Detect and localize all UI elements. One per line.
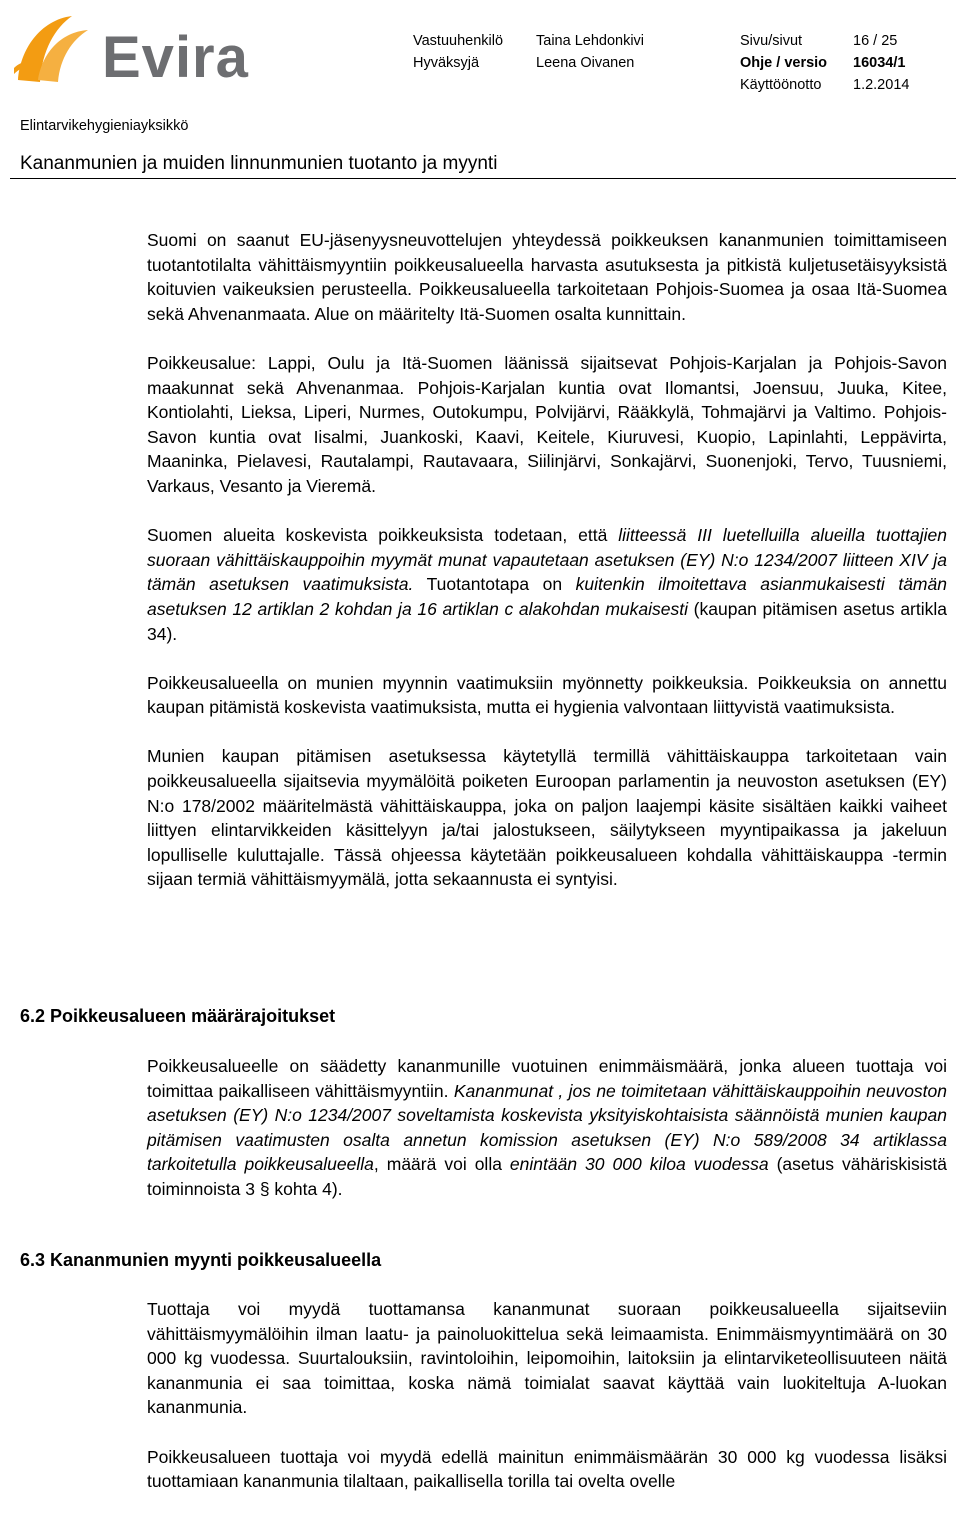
unit-name: Elintarvikehygieniayksikkö — [20, 118, 189, 134]
page-value: 16 / 25 — [853, 33, 898, 49]
logo-text: Evira — [102, 25, 249, 90]
responsible-label: Vastuuhenkilö — [413, 33, 504, 49]
section-c — [147, 1297, 947, 1518]
text-run: Tuotantotapa on — [413, 574, 576, 595]
paragraph: Tuottaja voi myydä tuottamansa kananmunat suoraan poikkeusalueella sijaitseviin vähittäismyymälöihin ilman laatu- ja painoluokittelua sekä leimaamista. Enimmäismyyntimäärä on 30 000 kg vuodessa. Suurtalouksiin, ravintoloihin, leipomoihin, laitoksiin ja elintarviketeollisuuteen näitä kananmunia ei saa toimittaa, koska nämä toimialat saavat käyttää vain luokiteltuja A-luokan kananmunia. — [147, 1299, 947, 1418]
effective-label: Käyttöönotto — [740, 77, 822, 93]
approver-label: Hyväksyjä — [413, 55, 480, 71]
version-value: 16034/1 — [853, 55, 906, 71]
paragraph — [147, 523, 947, 646]
text-run: Poikkeusalueelle on säädetty kananmunille vuotuinen enimmäismäärä, jonka alueen tuottaja voi toimittaa paikalliseen vähittäismyyntiin. — [147, 1056, 947, 1101]
paragraph: Poikkeusalueen tuottaja voi myydä edellä mainitun enimmäismäärän 30 000 kg vuodessa lisäksi tuottamiaan kananmunia tilaltaan, paikallisella torilla tai ovelta ovelle — [147, 1446, 947, 1492]
paragraph: Poikkeusalueella on munien myynnin vaatimuksiin myönnetty poikkeuksia. Poikkeuksia on annettu kaupan pitämistä koskevista vaatimuksista, mutta ei hygienia valvontaan liittyvistä vaatimuksista. — [147, 672, 947, 718]
section-a — [147, 228, 947, 917]
section-heading-6-2: 6.2 Poikkeusalueen määrärajoitukset — [20, 1006, 336, 1026]
effective-value: 1.2.2014 — [853, 77, 910, 93]
page-label: Sivu/sivut — [740, 33, 803, 49]
paragraph: Munien kaupan pitämisen asetuksessa käytetyllä termillä vähittäiskauppa tarkoitetaan vain poikkeusalueella sijaitsevia myymälöitä poiketen Euroopan parlamentin ja neuvoston asetuksen (EY) N:o 178/2002 määritelmästä vähittäiskauppa, joka on paljon laajempi käsite sisältäen kaikki vaiheet liittyen elintarvikkeiden käsittelyyn ja/tai jalostukseen, säilytykseen myyntipaikassa ja jakeluun lopulliselle kuluttajalle. Tässä ohjeessa käytetään poikkeusalueen kohdalla vähittäiskauppa -termin sijaan termiä vähittäismyymälä, jotta sekaannusta ei syntyisi. — [147, 746, 947, 890]
paragraph: Poikkeusalue: Lappi, Oulu ja Itä-Suomen läänissä sijaitsevat Pohjois-Karjalan ja Pohjois-Savon maakunnat sekä Ahvenanmaa. Pohjois-Karjalan kuntia ovat Ilomantsi, Joensuu, Juuka, Kitee, Kontiolahti, Lieksa, Liperi, Nurmes, Outokumpu, Polvijärvi, Rääkkylä, Tohmajärvi ja Valtimo. Pohjois-Savon kuntia ovat Iisalmi, Juankoski, Kaavi, Keitele, Kiuruvesi, Kuopio, Lapinlahti, Leppävirta, Maaninka, Pielavesi, Rautalampi, Rautavaara, Siilinjärvi, Sonkajärvi, Suonenjoki, Tervo, Tuusniemi, Varkaus, Vesanto ja Vieremä. — [147, 352, 947, 496]
approver-value: Leena Oivanen — [536, 55, 635, 71]
evira-swirl-icon — [10, 10, 100, 92]
text-run: (asetus vähäriskisistä toiminnoista 3 § kohta 4). — [147, 1154, 947, 1199]
italic-run: kuitenkin ilmoitettava asianmukaisesti tämän asetuksen 12 artiklan 2 kohdan ja 16 artiklan c alakohdan mukaisesti — [147, 574, 947, 619]
section-b — [147, 1054, 947, 1226]
text-run: , määrä voi olla — [373, 1154, 510, 1175]
document-title: Kananmunien ja muiden linnunmunien tuotanto ja myynti — [20, 153, 498, 174]
paragraph — [147, 1054, 947, 1202]
paragraph: Suomi on saanut EU-jäsenyysneuvottelujen yhteydessä poikkeuksen kananmunien toimittamiseen tuotantotilalta vähittäismyyntiin poikkeusalueella harvasta asutuksesta ja pitkistä kuljetusetäisyyksistä koituvien vaikeuksien perusteella. Poikkeusalueella tarkoitetaan Pohjois-Suomea ja osaa Itä-Suomea sekä Ahvenanmaata. Alue on määritelty Itä-Suomen osalta kunnittain. — [147, 230, 947, 324]
header-divider — [10, 178, 956, 179]
italic-run: Kananmunat , jos ne toimitetaan vähittäiskauppoihin neuvoston asetuksen (EY) N:o 1234/2007 soveltamista koskevista yksityiskohtaisista säännöistä munien kaupan pitämisen vaatimusten osalta annetun komission asetuksen (EY) N:o 589/2008 34 artiklassa tarkoitetulla poikkeusalueella — [147, 1080, 948, 1175]
text-run: Suomen alueita koskevista poikkeuksista todetaan, että — [147, 525, 619, 546]
italic-run: liitteessä III luetelluilla alueilla tuottajien suoraan vähittäiskauppoihin myymät munat vapautetaan asetuksen (EY) N:o 1234/2007 liitteen XIV ja tämän asetuksen vaatimuksista. — [147, 525, 947, 595]
text-run: (kaupan pitämisen asetus artikla 34). — [147, 598, 948, 644]
italic-run: enintään 30 000 kiloa vuodessa — [509, 1154, 769, 1175]
section-heading-6-3: 6.3 Kananmunien myynti poikkeusalueella — [20, 1250, 382, 1270]
responsible-value: Taina Lehdonkivi — [536, 33, 645, 49]
evira-logo — [10, 10, 270, 92]
version-label: Ohje / versio — [740, 55, 828, 71]
